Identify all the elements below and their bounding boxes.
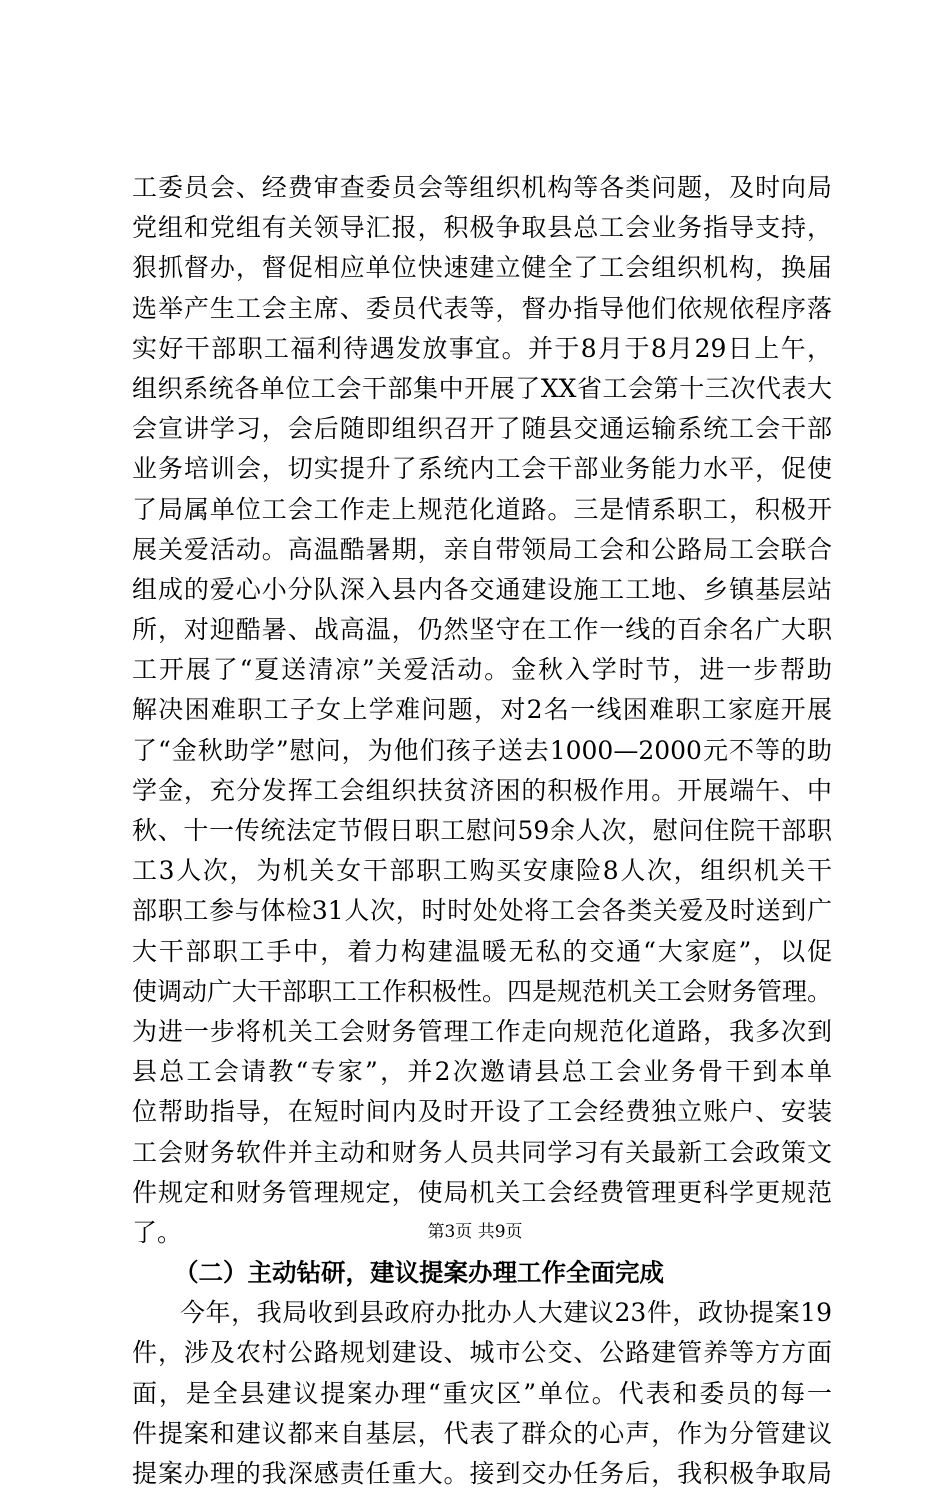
paragraph-line: 实好干部职工福利待遇发放事宜。并于8月于8月29日上午，: [132, 333, 832, 363]
paragraph-line: 狠抓督办，督促相应单位快速建立健全了工会组织机构，换届: [132, 253, 832, 283]
paragraph-line: 件规定和财务管理规定，使局机关工会经费管理更科学更规范: [132, 1177, 832, 1207]
paragraph-line: 秋、十一传统法定节假日职工慰问59余人次，慰问住院干部职: [132, 816, 832, 845]
paragraph-line: 工开展了“夏送清凉”关爱活动。金秋入学时节，进一步帮助: [132, 655, 832, 685]
paragraph-line: 了。: [132, 1217, 183, 1247]
paragraph-line: 部职工参与体检31人次，时时处处将工会各类关爱及时送到广: [132, 896, 832, 926]
paragraph-line: 今年，我局收到县政府办批办人大建议23件，政协提案19: [180, 1298, 832, 1328]
paragraph-line: 工会财务软件并主动和财务人员共同学习有关最新工会政策文: [132, 1137, 832, 1167]
paragraph-line: 组成的爱心小分队深入县内各交通建设施工工地、乡镇基层站: [132, 574, 832, 604]
paragraph-line: 业务培训会，切实提升了系统内工会干部业务能力水平，促使: [132, 454, 832, 484]
paragraph-line: 展关爱活动。高温酷暑期，亲自带领局工会和公路局工会联合: [132, 534, 832, 564]
paragraph-line: 会宣讲学习，会后随即组织召开了随县交通运输系统工会干部: [132, 414, 832, 444]
paragraph-line: 所，对迎酷暑、战高温，仍然坚守在工作一线的百余名广大职: [132, 615, 832, 645]
paragraph-line: 了“金秋助学”慰问，为他们孩子送去1000—2000元不等的助: [132, 735, 832, 765]
paragraph-line: 面，是全县建议提案办理“重灾区”单位。代表和委员的每一: [132, 1378, 832, 1408]
paragraph-line: 县总工会请教“专家”，并2次邀请县总工会业务骨干到本单: [132, 1057, 832, 1087]
paragraph-line: 组织系统各单位工会干部集中开展了XX省工会第十三次代表大: [132, 373, 832, 403]
page-footer: 第3页 共9页: [427, 1222, 523, 1242]
paragraph-line: 使调动广大干部职工工作积极性。四是规范机关工会财务管理。: [132, 976, 833, 1006]
paragraph-line: 工委员会、经费审查委员会等组织机构等各类问题，及时向局: [132, 173, 832, 202]
paragraph-line: 了局属单位工会工作走上规范化道路。三是情系职工，积极开: [132, 494, 832, 524]
paragraph-line: 党组和党组有关领导汇报，积极争取县总工会业务指导支持，: [132, 213, 832, 243]
document-body: [132, 168, 832, 1494]
paragraph-line: 位帮助指导，在短时间内及时开设了工会经费独立账户、安装: [132, 1097, 832, 1127]
paragraph-line: 学金，充分发挥工会组织扶贫济困的积极作用。开展端午、中: [132, 775, 832, 805]
paragraph-line: 件，涉及农村公路规划建设、城市公交、公路建管养等方方面: [132, 1338, 832, 1368]
paragraph-line: 件提案和建议都来自基层，代表了群众的心声，作为分管建议: [132, 1418, 832, 1448]
paragraph-line: 为进一步将机关工会财务管理工作走向规范化道路，我多次到: [132, 1016, 832, 1046]
paragraph-line: 选举产生工会主席、委员代表等，督办指导他们依规依程序落: [132, 293, 832, 323]
paragraph-line: 工3人次，为机关女干部职工购买安康险8人次，组织机关干: [132, 856, 832, 886]
paragraph-line: 解决困难职工子女上学难问题，对2名一线困难职工家庭开展: [132, 695, 832, 725]
section-heading: （二）主动钻研，建议提案办理工作全面完成: [174, 1258, 664, 1288]
paragraph-line: 大干部职工手中，着力构建温暖无私的交通“大家庭”，以促: [132, 936, 832, 966]
paragraph-line: 提案办理的我深感责任重大。接到交办任务后，我积极争取局: [132, 1459, 832, 1488]
